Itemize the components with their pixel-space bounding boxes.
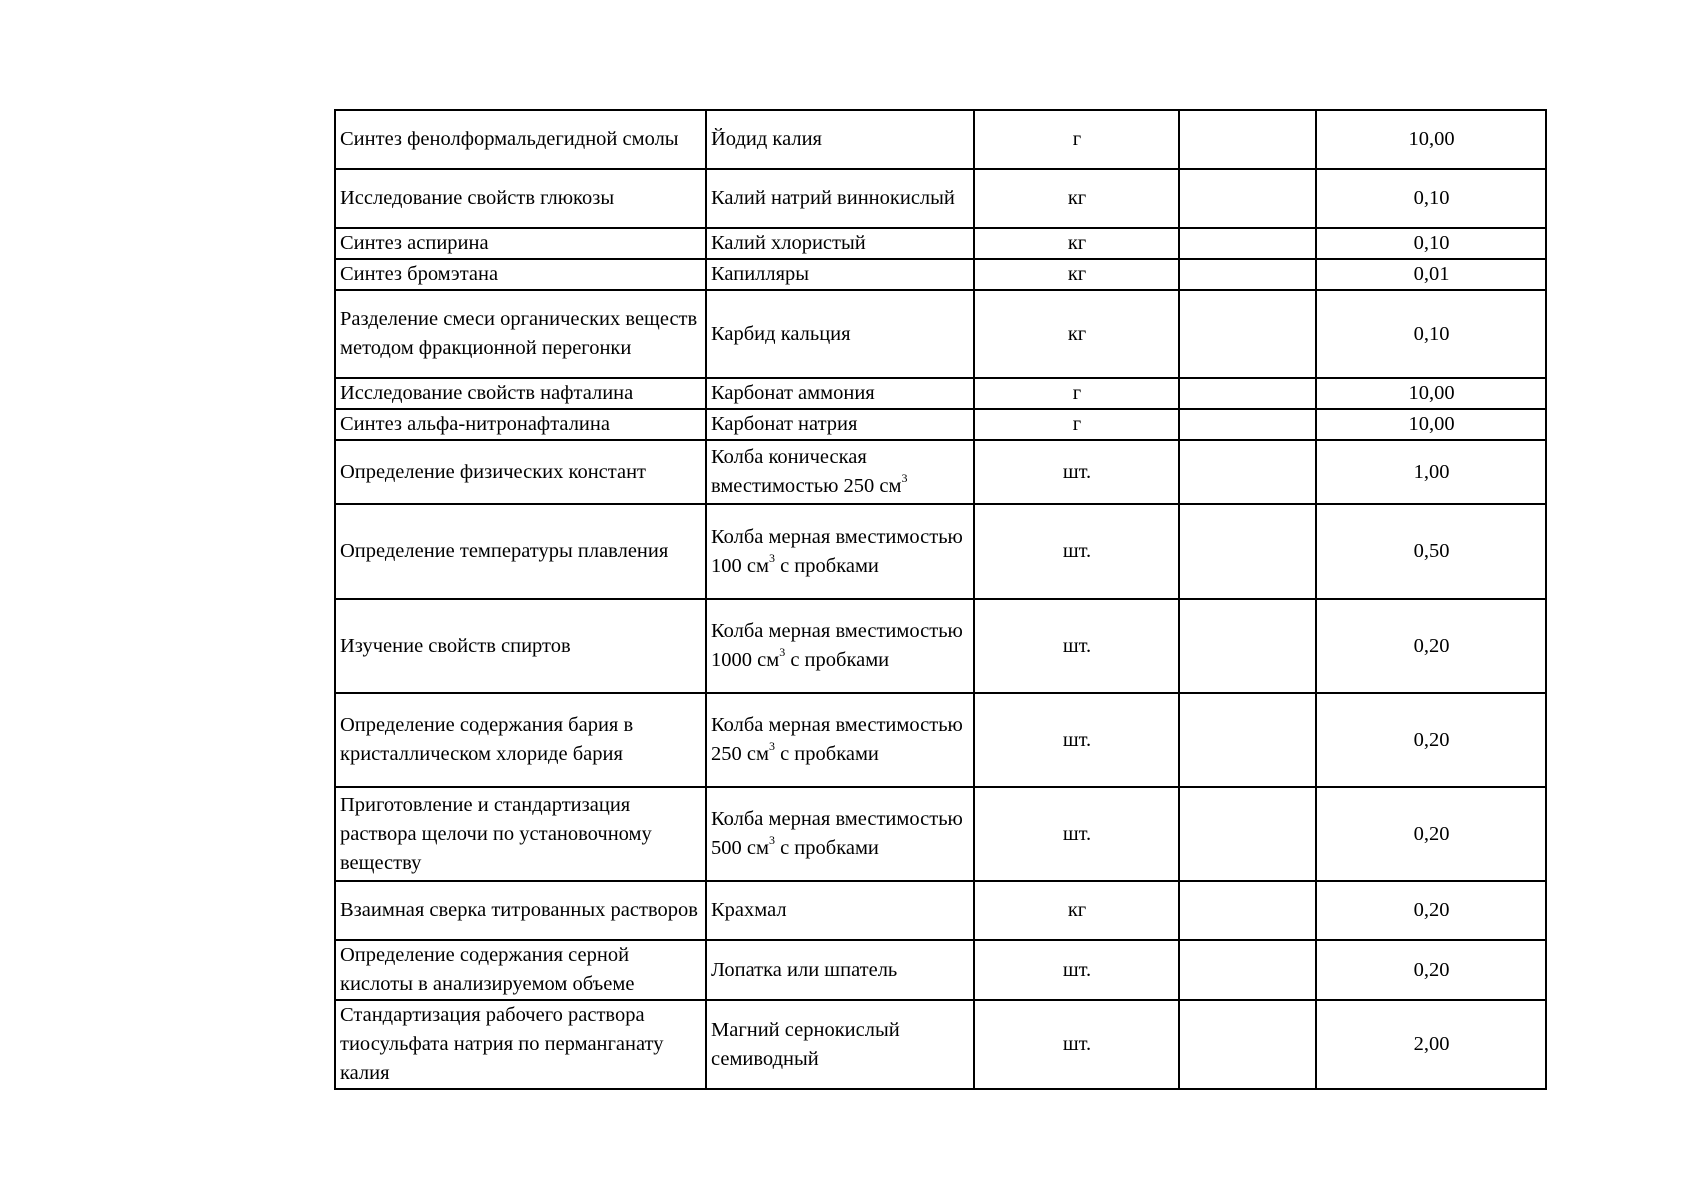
item-cell [706,504,974,599]
item-tail: с пробками [774,554,879,577]
quantity-cell: 0,20 [1316,940,1546,1000]
empty-cell [1179,693,1316,787]
work-cell: Синтез альфа-нитронафталина [335,409,706,440]
table-row [335,440,1546,504]
item-tail: с пробками [785,649,890,671]
unit-cell: г [974,409,1179,440]
item-name: Магний сернокислый семиводный [711,1018,900,1070]
empty-cell [1179,409,1316,440]
work-cell: Разделение смеси органических веществ методом фракционной перегонки [335,290,706,378]
work-cell: Определение температуры плавления [335,504,706,599]
item-name: Йодид калия [711,128,822,150]
quantity-cell: 0,20 [1316,599,1546,693]
unit-cell: кг [974,290,1179,378]
item-cell [706,881,974,940]
superscript-3: 3 [779,645,786,660]
item-cell [706,110,974,169]
item-name: Калий хлористый [711,232,866,254]
item-cell [706,290,974,378]
item-name: Колба мерная вместимостью 500 см [711,808,963,859]
empty-cell [1179,504,1316,599]
work-cell: Определение содержания бария в кристаллическом хлориде бария [335,693,706,787]
quantity-cell: 0,20 [1316,787,1546,881]
item-cell [706,940,974,1000]
unit-cell: г [974,110,1179,169]
quantity-cell: 10,00 [1316,110,1546,169]
item-cell [706,599,974,693]
quantity-cell: 0,01 [1316,259,1546,290]
empty-cell [1179,259,1316,290]
empty-cell [1179,1000,1316,1089]
table-row [335,693,1546,787]
work-cell: Определение содержания серной кислоты в анализируемом объеме [335,940,706,1000]
empty-cell [1179,110,1316,169]
empty-cell [1179,881,1316,940]
item-name: Калий натрий виннокислый [711,187,955,209]
table-row [335,169,1546,228]
item-tail: с пробками [774,743,879,765]
item-name: Крахмал [711,899,787,921]
quantity-cell: 0,20 [1316,693,1546,787]
item-cell [706,228,974,259]
empty-cell [1179,378,1316,409]
superscript-3: 3 [901,471,908,486]
empty-cell [1179,787,1316,881]
empty-cell [1179,440,1316,504]
item-cell [706,378,974,409]
work-cell: Взаимная сверка титрованных растворов [335,881,706,940]
table-row [335,599,1546,693]
item-name: Колба мерная вместимостью 250 см [711,714,963,765]
item-name: Карбид кальция [711,322,851,345]
superscript-3: 3 [768,833,775,848]
item-cell [706,1000,974,1089]
table-row [335,504,1546,599]
unit-cell: шт. [974,787,1179,881]
unit-cell: шт. [974,440,1179,504]
item-cell [706,259,974,290]
table-row [335,1000,1546,1089]
item-name: Колба мерная вместимостью 100 см [711,525,963,577]
empty-cell [1179,228,1316,259]
unit-cell: шт. [974,693,1179,787]
empty-cell [1179,599,1316,693]
work-cell: Определение физических констант [335,440,706,504]
quantity-cell: 1,00 [1316,440,1546,504]
item-name: Колба коническая вместимостью 250 см [711,446,902,497]
unit-cell: кг [974,259,1179,290]
unit-cell: г [974,378,1179,409]
quantity-cell: 0,50 [1316,504,1546,599]
quantity-cell: 10,00 [1316,409,1546,440]
table-row [335,787,1546,881]
item-cell [706,409,974,440]
empty-cell [1179,169,1316,228]
table-row [335,228,1546,259]
table-row [335,259,1546,290]
table-row [335,378,1546,409]
item-cell [706,787,974,881]
materials-table-body [335,110,1546,1089]
work-cell: Стандартизация рабочего раствора тиосульфата натрия по перманганату калия [335,1000,706,1089]
work-cell: Синтез бромэтана [335,259,706,290]
unit-cell: шт. [974,940,1179,1000]
item-name: Капилляры [711,263,810,285]
superscript-3: 3 [768,739,775,754]
item-cell [706,169,974,228]
superscript-3: 3 [768,550,775,565]
work-cell: Изучение свойств спиртов [335,599,706,693]
unit-cell: кг [974,228,1179,259]
unit-cell: шт. [974,504,1179,599]
item-name: Карбонат натрия [711,413,858,435]
unit-cell: шт. [974,599,1179,693]
quantity-cell: 0,10 [1316,290,1546,378]
work-cell: Синтез фенолформальдегидной смолы [335,110,706,169]
materials-table [334,109,1547,1090]
item-name: Карбонат аммония [711,382,875,404]
item-cell [706,693,974,787]
quantity-cell: 0,20 [1316,881,1546,940]
unit-cell: кг [974,169,1179,228]
work-cell: Приготовление и стандартизация раствора щелочи по установочному веществу [335,787,706,881]
item-cell [706,440,974,504]
work-cell: Исследование свойств нафталина [335,378,706,409]
quantity-cell: 10,00 [1316,378,1546,409]
quantity-cell: 0,10 [1316,169,1546,228]
quantity-cell: 2,00 [1316,1000,1546,1089]
item-name: Колба мерная вместимостью 1000 см [711,620,963,671]
empty-cell [1179,940,1316,1000]
quantity-cell: 0,10 [1316,228,1546,259]
table-row [335,110,1546,169]
empty-cell [1179,290,1316,378]
table-row [335,409,1546,440]
unit-cell: кг [974,881,1179,940]
work-cell: Синтез аспирина [335,228,706,259]
table-row [335,290,1546,378]
table-row [335,940,1546,1000]
item-name: Лопатка или шпатель [711,958,898,981]
work-cell: Исследование свойств глюкозы [335,169,706,228]
item-tail: с пробками [774,837,879,859]
table-row [335,881,1546,940]
unit-cell: шт. [974,1000,1179,1089]
